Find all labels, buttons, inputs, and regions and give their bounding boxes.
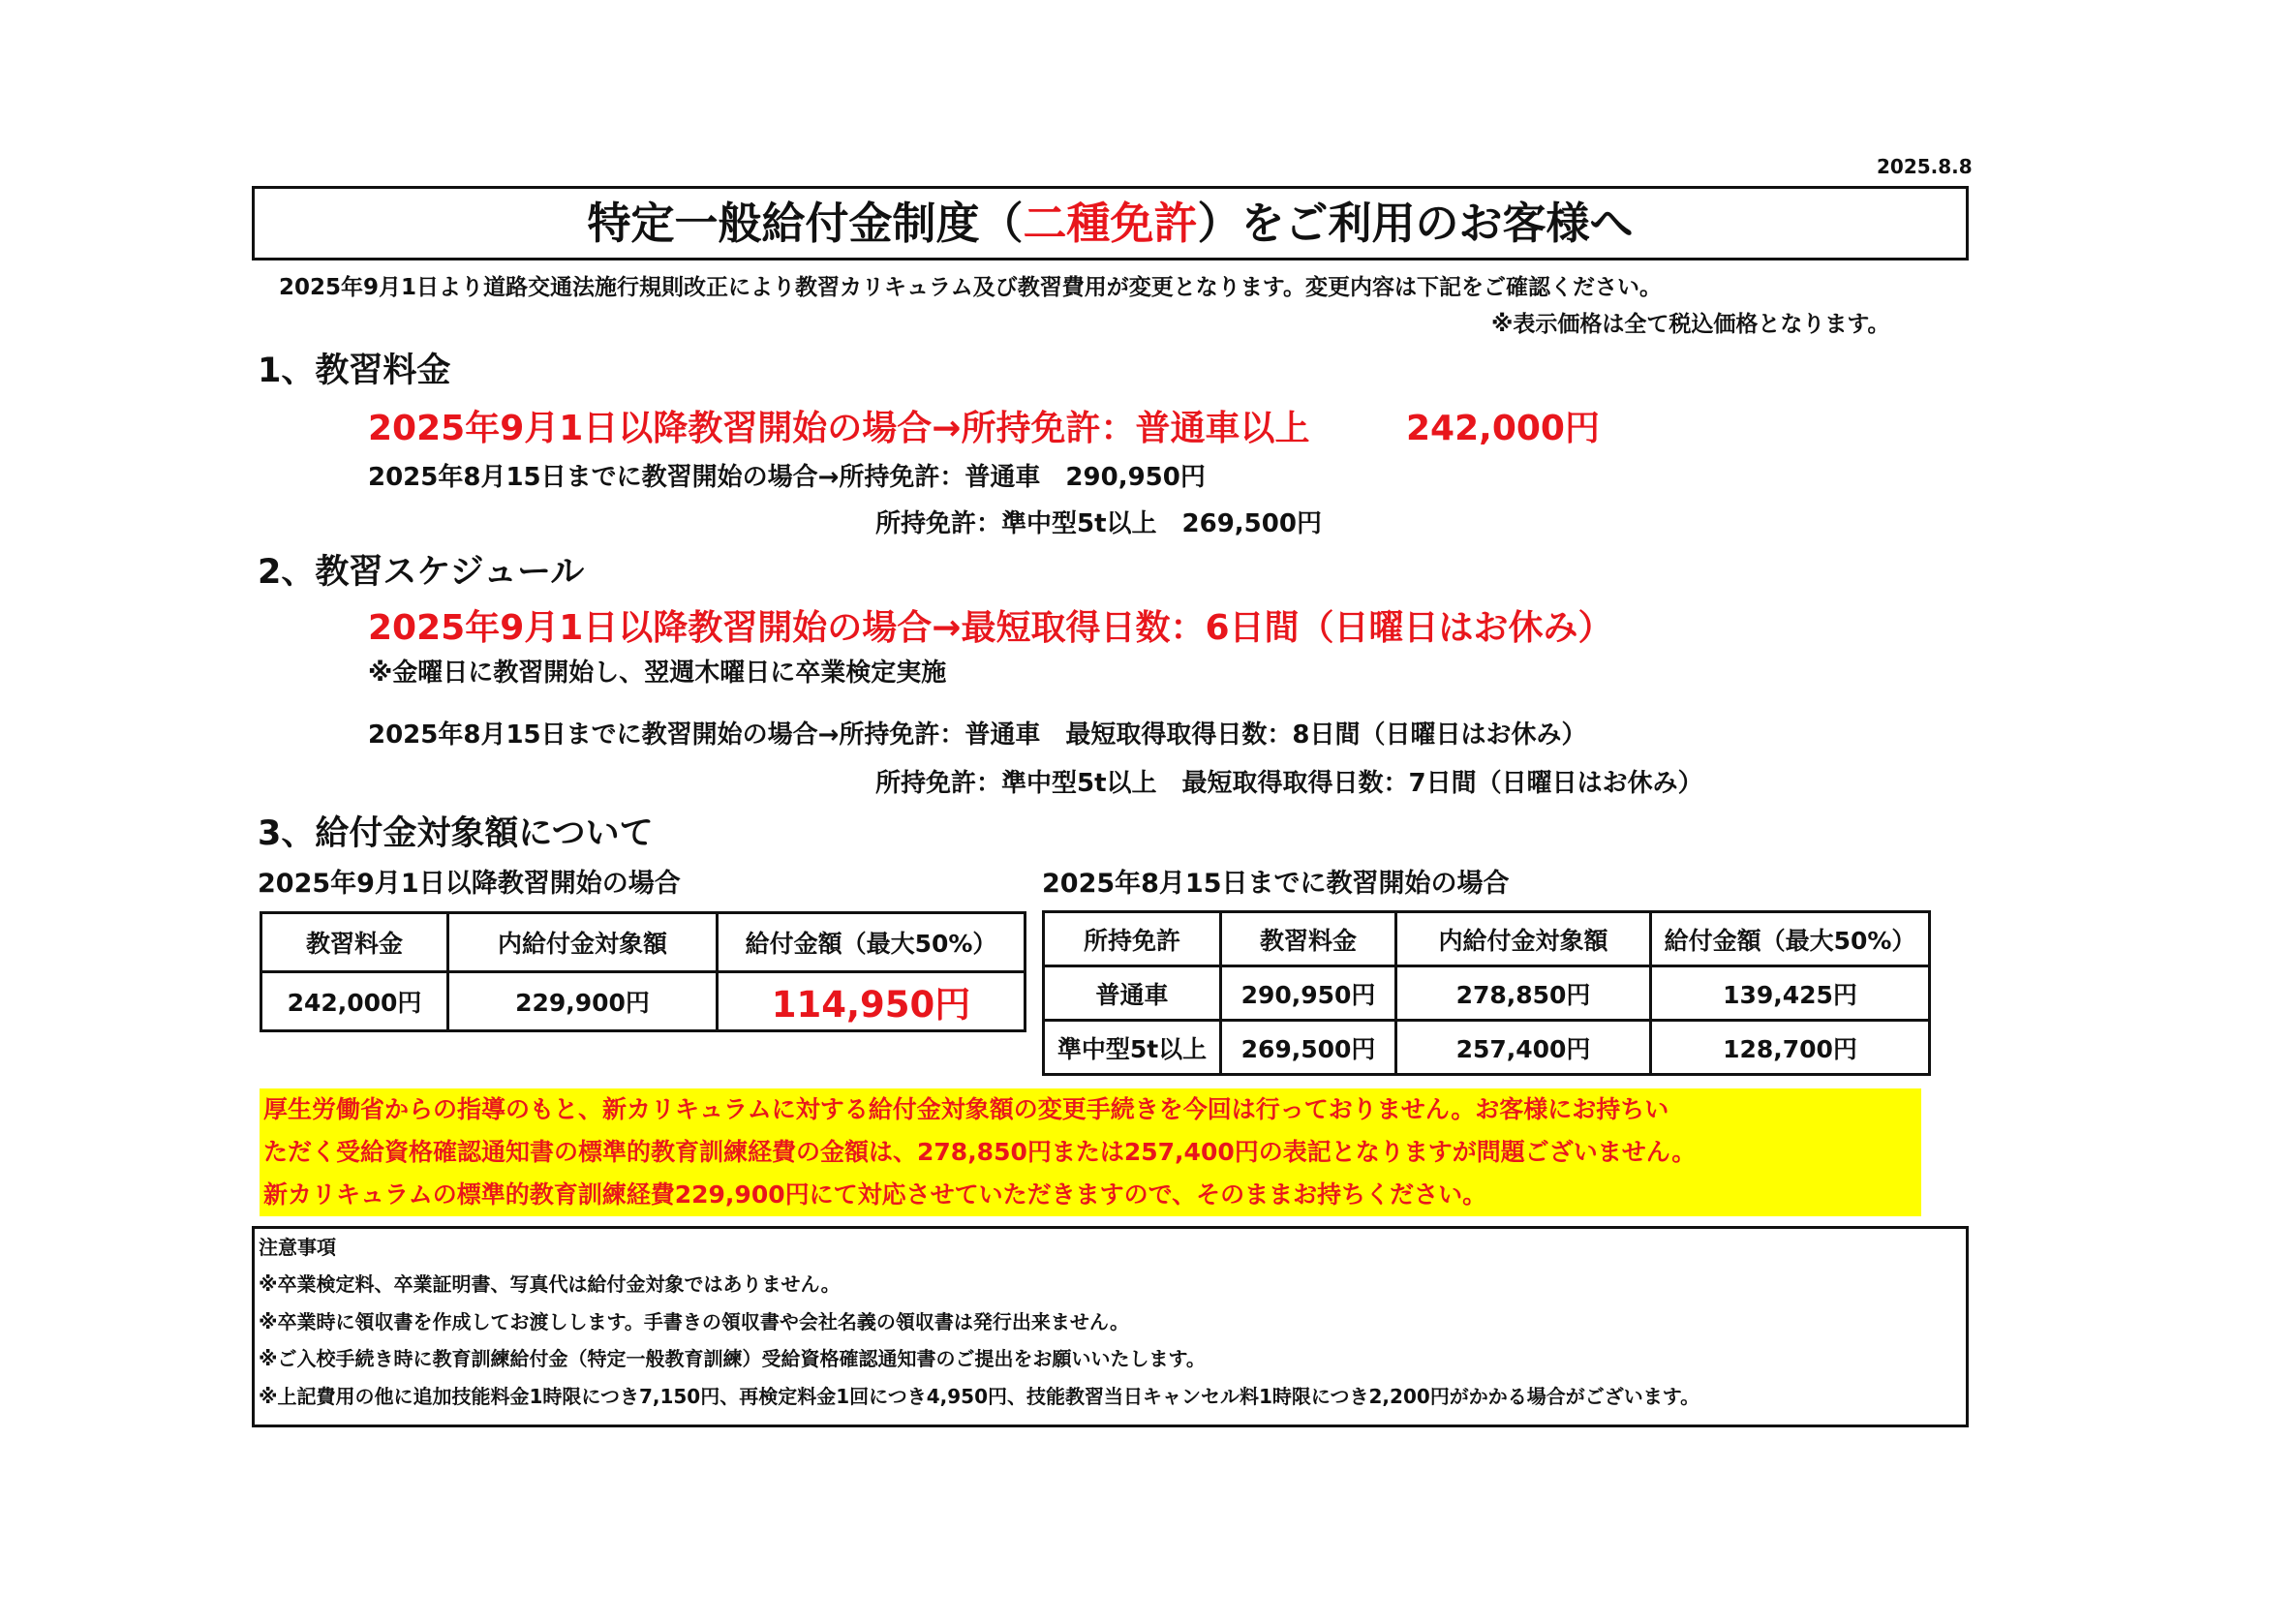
page-title: [252, 186, 1969, 260]
notes-box: [252, 1226, 1969, 1427]
table-cell: 290,950円: [1221, 966, 1396, 1021]
table1-caption: 2025年9月1日以降教習開始の場合: [258, 869, 681, 899]
title-after: ）をご利用のお客様へ: [1197, 198, 1634, 249]
tax-note: ※表示価格は全て税込価格となります。: [1491, 312, 1890, 337]
section1-old-line2: 所持免許：準中型5t以上 269,500円: [875, 509, 1322, 538]
notice-line: 新カリキュラムの標準的教育訓練経費229,900円にて対応させていただきますので、そのままお持ちください。: [263, 1180, 1487, 1209]
section1-heading: 1、教習料金: [258, 352, 451, 390]
section3-heading: 3、給付金対象額について: [258, 814, 654, 853]
note-item: ※ご入校手続き時に教育訓練給付金（特定一般教育訓練）受給資格確認通知書のご提出をお願いいたします。: [259, 1347, 1206, 1370]
title-highlight: 二種免許: [1023, 198, 1198, 249]
table-new-curriculum: [260, 911, 1026, 1032]
section2-note: ※金曜日に教習開始し、翌週木曜日に卒業検定実施: [368, 659, 947, 688]
highlight-notice: [260, 1088, 1921, 1216]
note-item: ※卒業時に領収書を作成してお渡しします。手書きの領収書や会社名義の領収書は発行出来ません。: [259, 1309, 1130, 1333]
note-item: ※卒業検定料、卒業証明書、写真代は給付金対象ではありません。: [259, 1272, 841, 1296]
section1-new-price: 242,000円: [1406, 409, 1600, 448]
table-header-cell: 給付金額（最大50%）: [1651, 912, 1930, 966]
section2-new-line: 2025年9月1日以降教習開始の場合→最短取得日数：6日間（日曜日はお休み）: [368, 608, 1613, 648]
table-cell: 普通車: [1044, 966, 1221, 1021]
table-cell: 229,900円: [448, 972, 718, 1031]
table-header-cell: 給付金額（最大50%）: [718, 913, 1026, 972]
section2-old-line2: 所持免許：準中型5t以上 最短取得取得日数：7日間（日曜日はお休み）: [875, 769, 1703, 798]
title-before: 特定一般給付金制度（: [587, 198, 1024, 249]
section1-new-label: 2025年9月1日以降教習開始の場合→所持免許：普通車以上: [368, 409, 1310, 448]
table-header-cell: 教習料金: [1221, 912, 1396, 966]
table-row: [261, 972, 1026, 1031]
table-cell: 128,700円: [1651, 1021, 1930, 1075]
table-cell: 139,425円: [1651, 966, 1930, 1021]
section2-old-line1: 2025年8月15日までに教習開始の場合→所持免許：普通車 最短取得取得日数：8日間（日曜日はお休み）: [368, 720, 1587, 750]
section2-heading: 2、教習スケジュール: [258, 553, 585, 592]
section1-old-line1: 2025年8月15日までに教習開始の場合→所持免許：普通車 290,950円: [368, 463, 1206, 492]
table-cell: 準中型5t以上: [1044, 1021, 1221, 1075]
table-cell: 269,500円: [1221, 1021, 1396, 1075]
table-header-cell: 所持免許: [1044, 912, 1221, 966]
table-row: [1044, 1021, 1930, 1075]
benefit-amount-cell: 114,950円: [718, 972, 1026, 1031]
table-header-row: [1044, 912, 1930, 966]
notice-line: 厚生労働省からの指導のもと、新カリキュラムに対する給付金対象額の変更手続きを今回は行っておりません。お客様にお持ちい: [263, 1095, 1669, 1123]
table-header-cell: 内給付金対象額: [448, 913, 718, 972]
notes-heading: 注意事項: [259, 1236, 336, 1259]
note-item: ※上記費用の他に追加技能料金1時限につき7,150円、再検定料金1回につき4,950円、技能教習当日キャンセル料1時限につき2,200円がかかる場合がございます。: [259, 1384, 1700, 1408]
notice-line: ただく受給資格確認通知書の標準的教育訓練経費の金額は、278,850円または257,400円の表記となりますが問題ございません。: [263, 1138, 1697, 1166]
table-header-cell: 教習料金: [261, 913, 448, 972]
table-cell: 257,400円: [1396, 1021, 1651, 1075]
table2-caption: 2025年8月15日までに教習開始の場合: [1042, 869, 1510, 899]
table-header-cell: 内給付金対象額: [1396, 912, 1651, 966]
table-cell: 242,000円: [261, 972, 448, 1031]
table-row: [1044, 966, 1930, 1021]
intro-text: 2025年9月1日より道路交通法施行規則改正により教習カリキュラム及び教習費用が変更となります。変更内容は下記をご確認ください。: [279, 275, 1662, 300]
table-old-curriculum: [1042, 910, 1931, 1076]
table-cell: 278,850円: [1396, 966, 1651, 1021]
table-header-row: [261, 913, 1026, 972]
document-date: 2025.8.8: [1877, 155, 1973, 178]
